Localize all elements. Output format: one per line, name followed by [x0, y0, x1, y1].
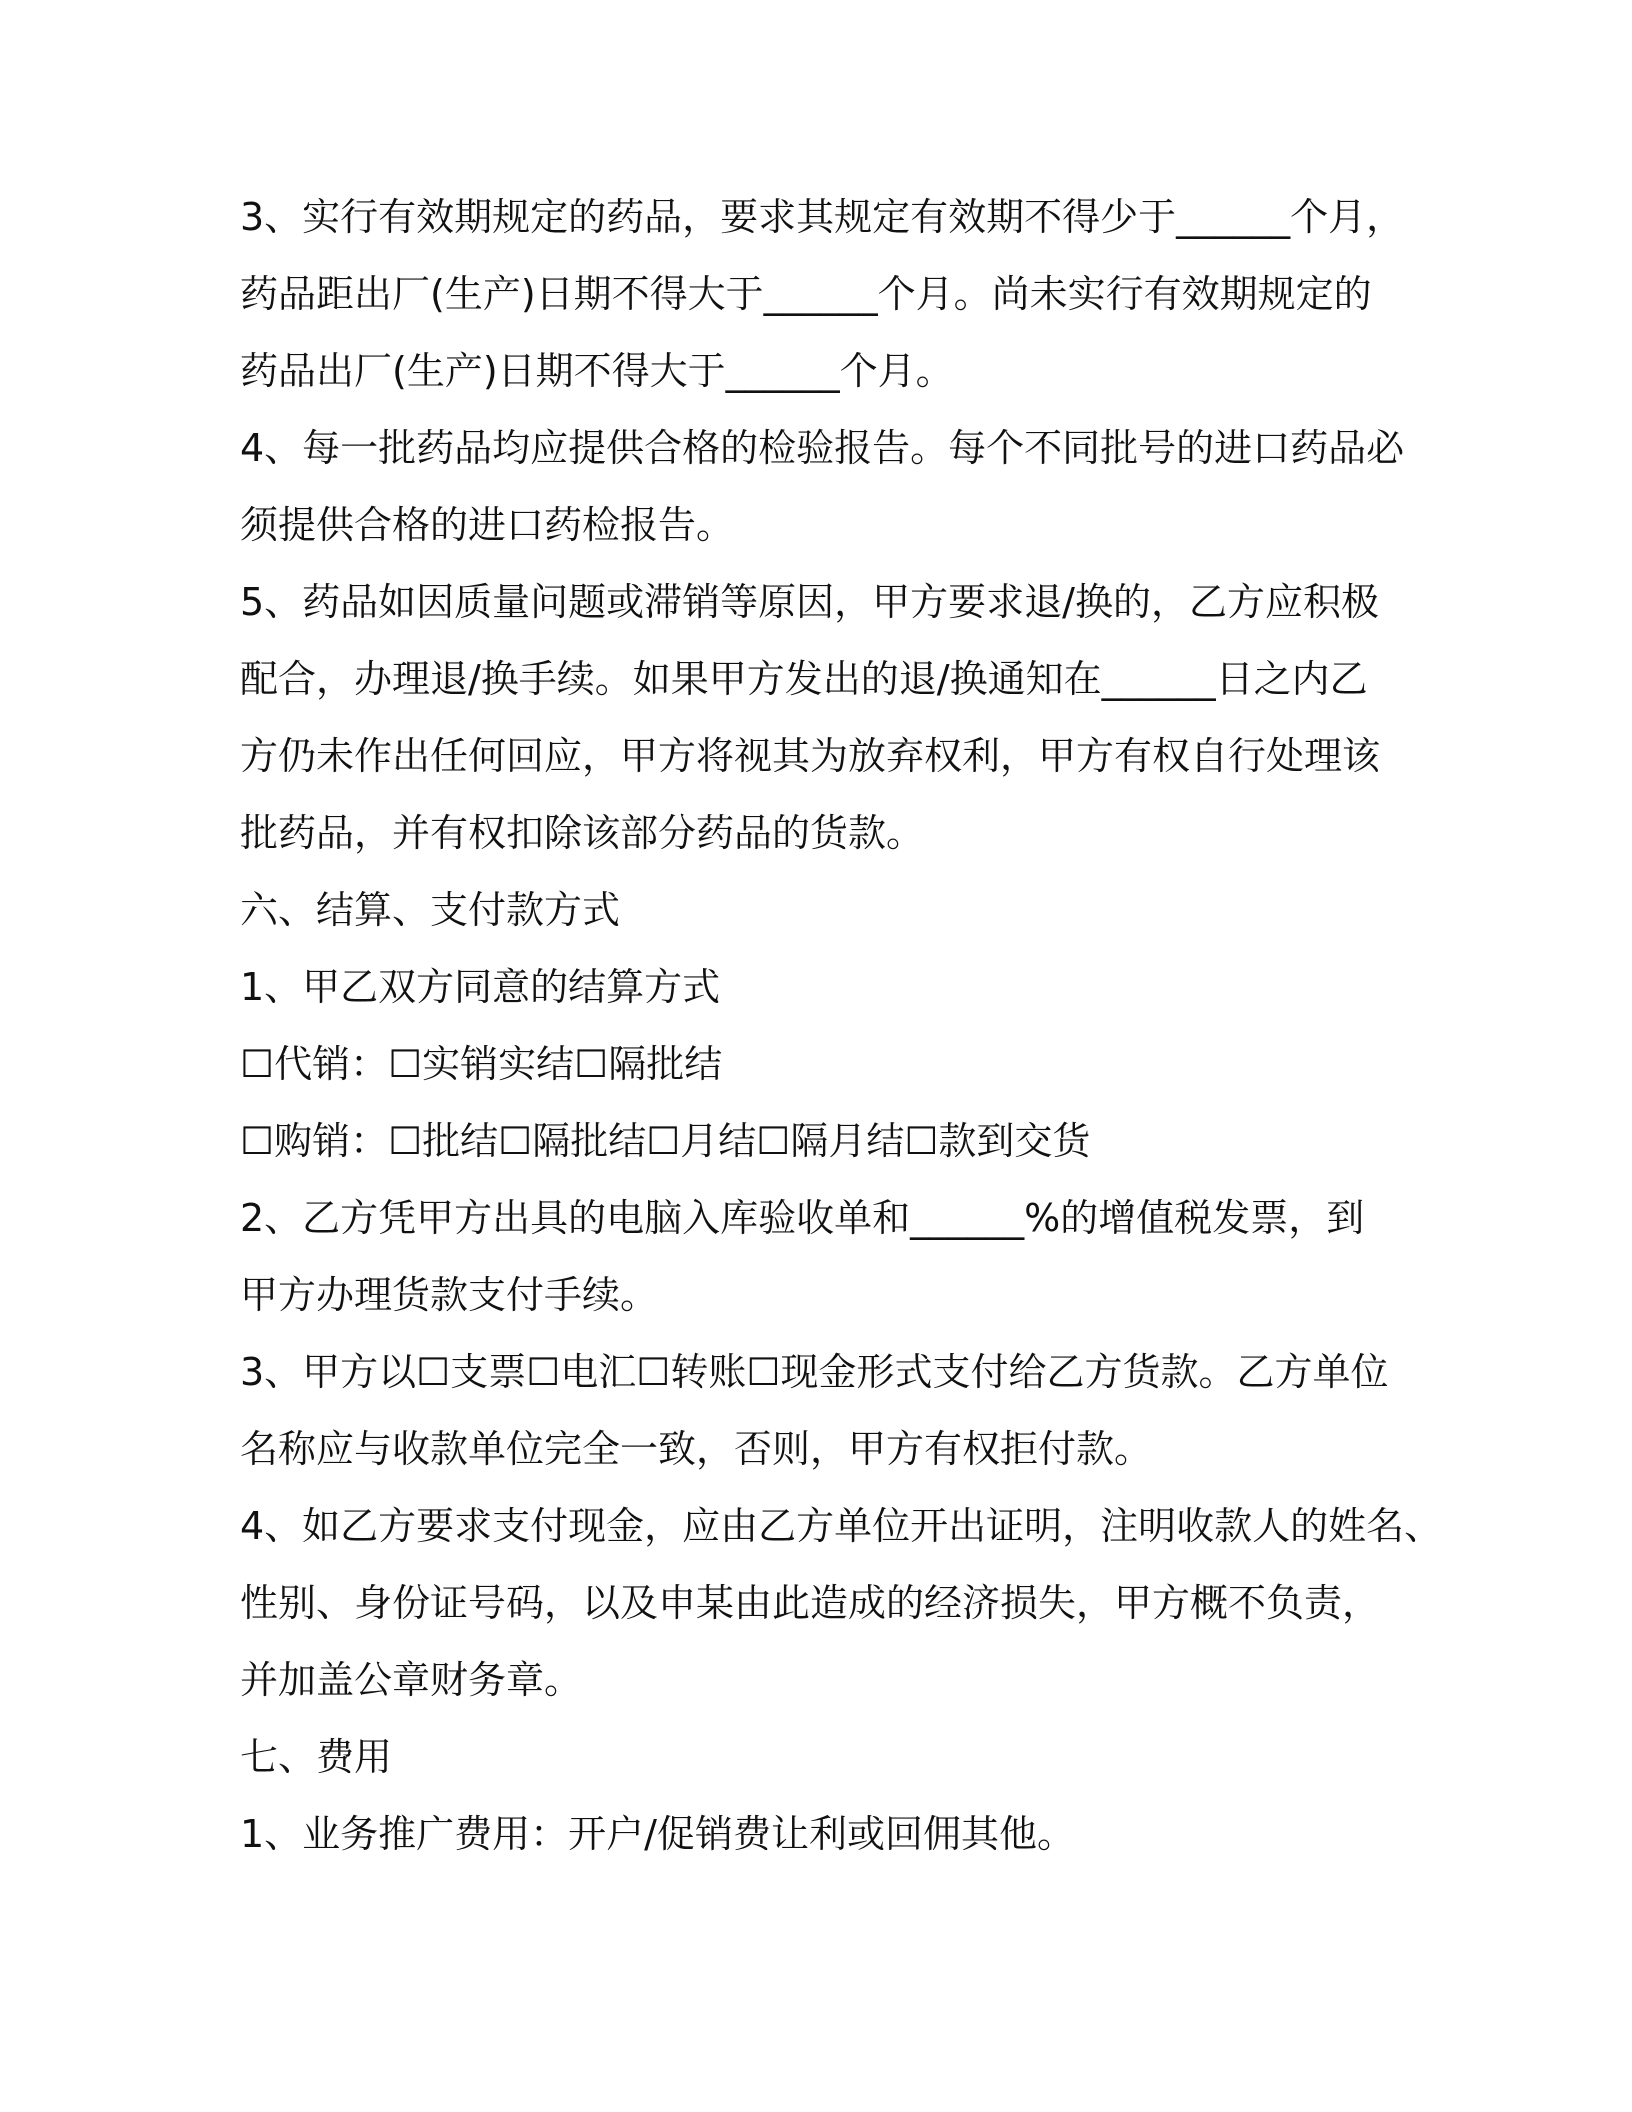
- checkbox-option-line: ☐代销：☐实销实结☐隔批结: [240, 1042, 723, 1086]
- text-line: 药品出厂(生产)日期不得大于______个月。: [240, 349, 954, 393]
- section-heading: 六、结算、支付款方式: [240, 888, 621, 932]
- text-line: 4、如乙方要求支付现金，应由乙方单位开出证明，注明收款人的姓名、: [240, 1504, 1443, 1548]
- text-line: 名称应与收款单位完全一致，否则，甲方有权拒付款。: [240, 1427, 1153, 1471]
- text-line: 2、乙方凭甲方出具的电脑入库验收单和______%的增值税发票，到: [240, 1196, 1365, 1240]
- text-line: 5、药品如因质量问题或滞销等原因，甲方要求退/换的，乙方应积极: [240, 580, 1379, 624]
- text-line: 药品距出厂(生产)日期不得大于______个月。尚未实行有效期规定的: [240, 272, 1372, 316]
- checkbox-option-line: ☐购销：☐批结☐隔批结☐月结☐隔月结☐款到交货: [240, 1119, 1091, 1163]
- text-line: 1、甲乙双方同意的结算方式: [240, 965, 721, 1009]
- text-line: 并加盖公章财务章。: [240, 1658, 583, 1702]
- checkbox-option-line: 3、甲方以☐支票☐电汇☐转账☐现金形式支付给乙方货款。乙方单位: [240, 1350, 1389, 1394]
- section-heading: 七、费用: [240, 1735, 393, 1779]
- text-line: 方仍未作出任何回应，甲方将视其为放弃权利，甲方有权自行处理该: [240, 734, 1381, 778]
- text-line: 批药品，并有权扣除该部分药品的货款。: [240, 811, 925, 855]
- text-line: 3、实行有效期规定的药品，要求其规定有效期不得少于______个月，: [240, 195, 1405, 239]
- text-line: 4、每一批药品均应提供合格的检验报告。每个不同批号的进口药品必: [240, 426, 1405, 470]
- text-line: 性别、身份证号码，以及申某由此造成的经济损失，甲方概不负责，: [240, 1581, 1381, 1625]
- text-line: 配合，办理退/换手续。如果甲方发出的退/换通知在______日之内乙: [240, 657, 1368, 701]
- text-line: 1、业务推广费用：开户/促销费让利或回佣其他。: [240, 1812, 1075, 1856]
- text-line: 甲方办理货款支付手续。: [240, 1273, 659, 1317]
- text-line: 须提供合格的进口药检报告。: [240, 503, 735, 547]
